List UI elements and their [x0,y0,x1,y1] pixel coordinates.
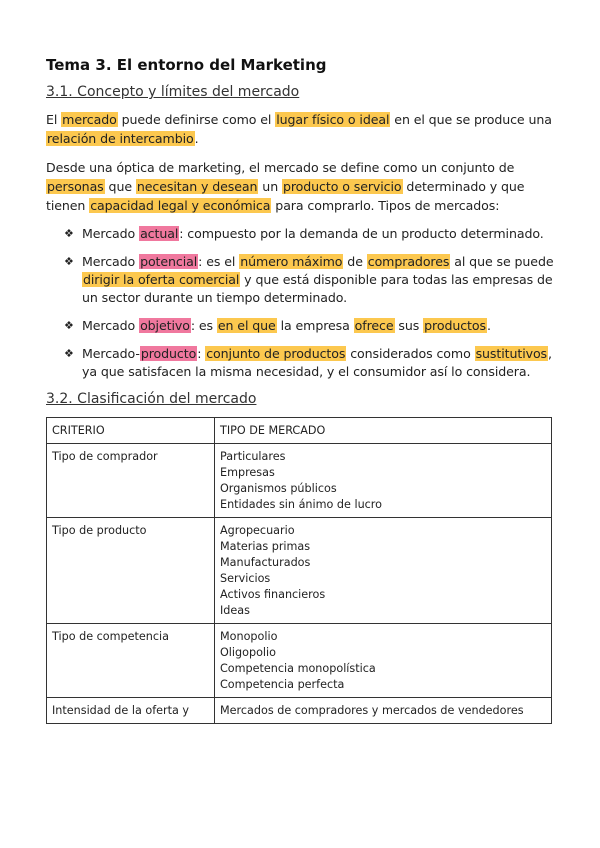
text-run: , ya que satisfacen la misma necesidad, y el consumidor así lo considera. [82,346,552,379]
diamond-bullet-icon: ❖ [64,347,74,360]
text-run: en el que se produce una [390,112,552,127]
market-type: Entidades sin ánimo de lucro [220,498,383,511]
text-run: considerados como [346,346,475,361]
paragraph-definition [46,110,556,148]
market-type: Agropecuario [220,524,295,537]
text-run: Mercado [82,254,140,269]
diamond-bullet-icon: ❖ [64,255,74,268]
highlight-pink: objetivo [140,318,190,333]
list-item [46,317,556,335]
cell-tipo-mercado [215,518,552,624]
text-run: Desde una óptica de marketing, el mercado se define como un conjunto de [46,160,515,175]
text-run: . [486,318,491,333]
highlight-yellow: dirigir la oferta comercial [83,272,240,287]
list-item [46,345,556,381]
text-run: Mercado [82,318,140,333]
cell-tipo-mercado [215,624,552,698]
diamond-bullet-icon: ❖ [64,227,74,240]
text-run: y que está disponible para todas las empresas de un sector durante un tiempo determinado. [82,272,553,305]
text-run: que [104,179,136,194]
text-run: sus [394,318,424,333]
text-run: Mercado [82,226,140,241]
highlight-yellow: en el que [217,318,276,333]
text-run: de [343,254,367,269]
highlight-yellow: ofrece [354,318,394,333]
highlight-pink: potencial [140,254,198,269]
section-heading-1: 3.1. Concepto y límites del mercado [46,84,300,100]
document-page [46,56,556,724]
market-type: Activos financieros [220,588,326,601]
text-run: un [258,179,282,194]
table-row [47,444,552,518]
market-type: Oligopolio [220,646,276,659]
highlight-yellow: compradores [367,254,450,269]
cell-criterio: Intensidad de la oferta y [47,698,215,724]
table-row [47,518,552,624]
text-run: determinado y que tienen [46,179,525,213]
highlight-yellow: lugar físico o ideal [276,112,390,127]
diamond-bullet-icon: ❖ [64,319,74,332]
text-run: : [197,346,206,361]
market-type: Competencia perfecta [220,678,345,691]
table-header-row [47,418,552,444]
highlight-yellow: sustitutivos [475,346,548,361]
cell-criterio: Tipo de producto [47,518,215,624]
text-run: : compuesto por la demanda de un producto determinado. [179,226,544,241]
market-types-list [46,225,556,381]
paragraph-marketing-definition [46,158,556,215]
column-header-tipo: TIPO DE MERCADO [215,418,552,444]
market-type: Particulares [220,450,286,463]
column-header-criterio: CRITERIO [47,418,215,444]
text-run: Mercado- [82,346,140,361]
highlight-yellow: productos [424,318,486,333]
text-run: para comprarlo. Tipos de mercados: [271,198,500,213]
text-run: . [194,131,199,146]
text-run: El [46,112,62,127]
highlight-yellow: conjunto de productos [206,346,346,361]
highlight-yellow: capacidad legal y económica [90,198,271,213]
list-item [46,225,556,243]
text-run: : es el [198,254,240,269]
table-row [47,624,552,698]
highlight-pink: producto [140,346,197,361]
market-type: Servicios [220,572,271,585]
market-type: Competencia monopolística [220,662,376,675]
highlight-pink: actual [140,226,179,241]
text-run: al que se puede [450,254,554,269]
text-run: la empresa [276,318,354,333]
cell-criterio: Tipo de competencia [47,624,215,698]
highlight-yellow: producto o servicio [282,179,402,194]
market-type: Monopolio [220,630,278,643]
highlight-yellow: necesitan y desean [136,179,258,194]
market-type: Ideas [220,604,250,617]
highlight-yellow: personas [47,179,104,194]
cell-tipo-mercado [215,444,552,518]
market-type: Mercados de compradores y mercados de vendedores [220,704,524,717]
market-classification-table [46,417,552,724]
text-run: : es [190,318,217,333]
highlight-yellow: número máximo [240,254,343,269]
cell-criterio: Tipo de comprador [47,444,215,518]
highlight-yellow: relación de intercambio [47,131,194,146]
cell-tipo-mercado [215,698,552,724]
text-run: puede definirse como el [117,112,276,127]
section-heading-2: 3.2. Clasificación del mercado [46,391,257,407]
market-type: Empresas [220,466,275,479]
market-type: Organismos públicos [220,482,337,495]
table-row [47,698,552,724]
market-type: Manufacturados [220,556,311,569]
market-type: Materias primas [220,540,311,553]
highlight-yellow: mercado [62,112,117,127]
list-item [46,253,556,307]
page-title: Tema 3. El entorno del Marketing [46,56,327,74]
